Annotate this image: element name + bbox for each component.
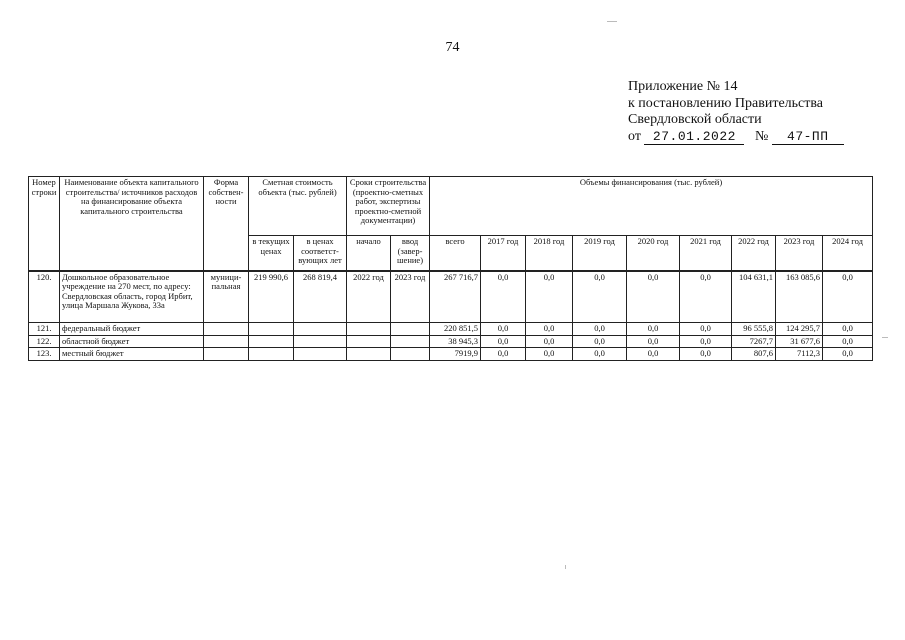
- row-cost-current: [249, 323, 294, 336]
- appendix-line-2: к постановлению Правительства: [628, 95, 824, 111]
- appendix-date: 27.01.2022: [644, 130, 744, 145]
- header-year: 2018 год: [526, 236, 573, 271]
- row-year-value: 0,0: [481, 323, 526, 336]
- row-year-value: 96 555,8: [732, 323, 776, 336]
- appendix-date-line: [628, 129, 844, 146]
- row-name: областной бюджет: [60, 335, 204, 348]
- row-number: 123.: [29, 348, 60, 361]
- row-cost-current: 219 990,6: [249, 271, 294, 323]
- header-year: 2020 год: [627, 236, 680, 271]
- header-terms-end: ввод (завер- шение): [391, 236, 430, 271]
- row-total: 7919,9: [430, 348, 481, 361]
- header-terms-start: начало: [347, 236, 391, 271]
- row-start: [347, 323, 391, 336]
- appendix-block: [628, 79, 844, 145]
- row-year-value: 0,0: [526, 348, 573, 361]
- row-year-value: 104 631,1: [732, 271, 776, 323]
- table-row: [29, 335, 873, 348]
- row-year-value: 0,0: [526, 323, 573, 336]
- appendix-line-3: Свердловской области: [628, 112, 762, 127]
- row-year-value: 0,0: [573, 348, 627, 361]
- row-total: 220 851,5: [430, 323, 481, 336]
- row-name: Дошкольное образовательное учреждение на 270 мест, по адресу: Свердловская область, город Ирбит, улица Маршала Жукова, 33а: [60, 271, 204, 323]
- scan-speck: [607, 21, 617, 22]
- row-ownership: муници- пальная: [204, 271, 249, 323]
- row-start: [347, 348, 391, 361]
- row-year-value: 31 677,6: [776, 335, 823, 348]
- date-prefix: от: [628, 128, 641, 144]
- row-cost-current: [249, 335, 294, 348]
- row-total: 267 716,7: [430, 271, 481, 323]
- row-year-value: 163 085,6: [776, 271, 823, 323]
- row-year-value: 0,0: [680, 323, 732, 336]
- page-number: 74: [445, 40, 460, 55]
- row-year-value: 0,0: [573, 335, 627, 348]
- row-year-value: 0,0: [481, 348, 526, 361]
- header-terms: Сроки строительства (проектно-сметных работ, экспертизы проектно-сметной документации): [347, 177, 430, 236]
- row-ownership: [204, 335, 249, 348]
- header-year: 2022 год: [732, 236, 776, 271]
- scan-speck: [565, 565, 566, 569]
- row-cost-adjusted: [294, 348, 347, 361]
- row-year-value: 0,0: [680, 335, 732, 348]
- row-year-value: 0,0: [627, 323, 680, 336]
- row-year-value: 0,0: [680, 348, 732, 361]
- row-year-value: 0,0: [481, 335, 526, 348]
- table-row: [29, 348, 873, 361]
- row-end: [391, 335, 430, 348]
- row-start: 2022 год: [347, 271, 391, 323]
- row-year-value: 0,0: [823, 323, 873, 336]
- row-number: 122.: [29, 335, 60, 348]
- header-row-no: Номер строки: [29, 177, 60, 271]
- row-cost-adjusted: [294, 323, 347, 336]
- row-end: 2023 год: [391, 271, 430, 323]
- header-year: 2017 год: [481, 236, 526, 271]
- row-year-value: 0,0: [481, 271, 526, 323]
- header-year: 2019 год: [573, 236, 627, 271]
- row-number: 120.: [29, 271, 60, 323]
- row-year-value: 7112,3: [776, 348, 823, 361]
- row-year-value: 0,0: [627, 271, 680, 323]
- row-year-value: 0,0: [573, 271, 627, 323]
- row-ownership: [204, 323, 249, 336]
- appendix-title: Приложение № 14: [628, 79, 738, 94]
- header-name: Наименование объекта капитального строительства/ источников расходов на финансирование объекта капитального строительства: [60, 177, 204, 271]
- header-year: 2024 год: [823, 236, 873, 271]
- row-total: 38 945,3: [430, 335, 481, 348]
- row-name: местный бюджет: [60, 348, 204, 361]
- header-financing: Объемы финансирования (тыс. рублей): [430, 177, 873, 236]
- table-row: [29, 271, 873, 323]
- appendix-number: 47-ПП: [772, 130, 844, 145]
- header-year: 2023 год: [776, 236, 823, 271]
- header-cost-adjusted: в ценах соответст- вующих лет: [294, 236, 347, 271]
- row-year-value: 7267,7: [732, 335, 776, 348]
- row-year-value: 0,0: [627, 348, 680, 361]
- financing-table: [28, 176, 873, 361]
- row-name: федеральный бюджет: [60, 323, 204, 336]
- row-number: 121.: [29, 323, 60, 336]
- header-year: 2021 год: [680, 236, 732, 271]
- header-row-1: [29, 177, 873, 236]
- row-year-value: 124 295,7: [776, 323, 823, 336]
- row-year-value: 0,0: [823, 348, 873, 361]
- header-cost: Сметная стоимость объекта (тыс. рублей): [249, 177, 347, 236]
- row-cost-adjusted: [294, 335, 347, 348]
- row-ownership: [204, 348, 249, 361]
- row-year-value: 0,0: [823, 335, 873, 348]
- header-ownership: Форма собствен- ности: [204, 177, 249, 271]
- scan-speck: [882, 337, 888, 338]
- row-start: [347, 335, 391, 348]
- row-end: [391, 348, 430, 361]
- header-total: всего: [430, 236, 481, 271]
- header-cost-current: в текущих ценах: [249, 236, 294, 271]
- row-year-value: 0,0: [526, 271, 573, 323]
- row-year-value: 807,6: [732, 348, 776, 361]
- row-cost-adjusted: 268 819,4: [294, 271, 347, 323]
- row-year-value: 0,0: [573, 323, 627, 336]
- row-year-value: 0,0: [526, 335, 573, 348]
- number-prefix: №: [754, 128, 769, 144]
- table-row: [29, 323, 873, 336]
- row-cost-current: [249, 348, 294, 361]
- row-year-value: 0,0: [680, 271, 732, 323]
- row-end: [391, 323, 430, 336]
- row-year-value: 0,0: [627, 335, 680, 348]
- row-year-value: 0,0: [823, 271, 873, 323]
